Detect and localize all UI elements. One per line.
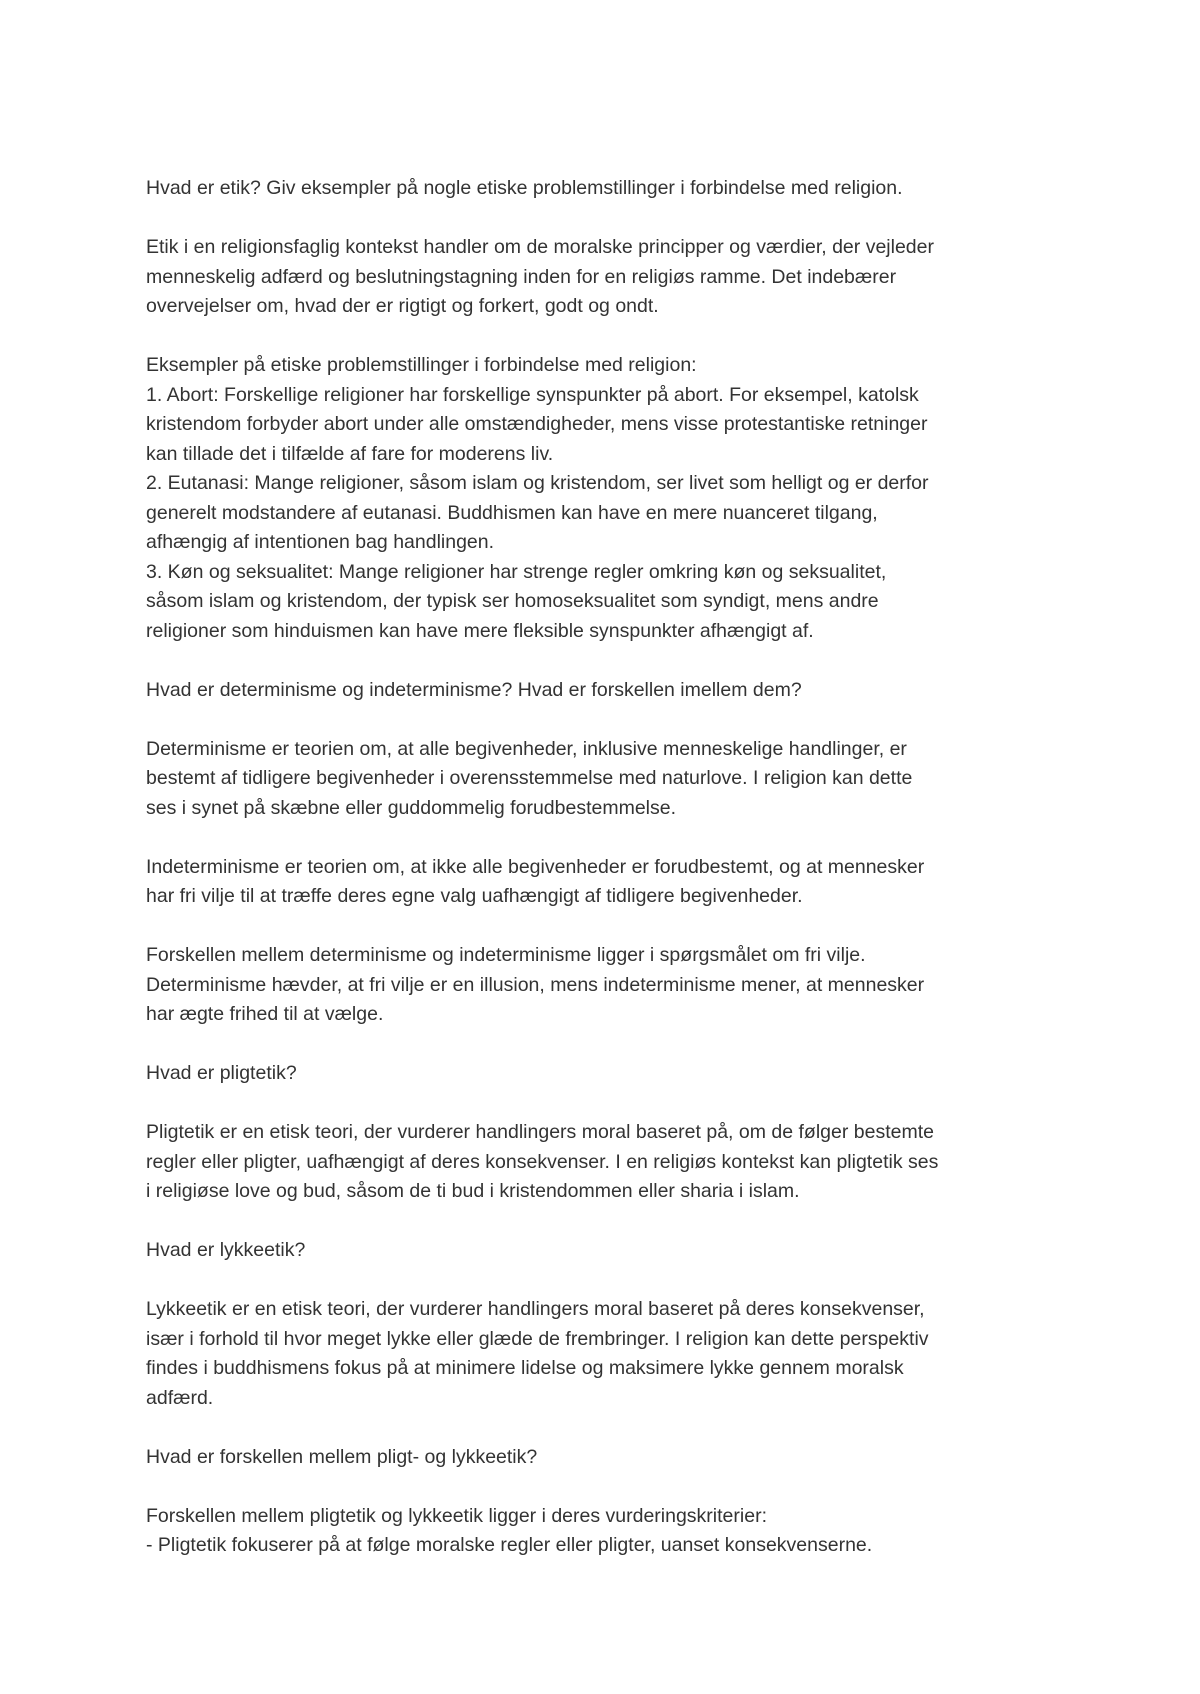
document-body [146, 174, 1156, 1590]
paragraph-line: Forskellen mellem pligtetik og lykkeetik ligger i deres vurderingskriterier: [146, 1504, 767, 1527]
question-line: Hvad er lykkeetik? [146, 1239, 306, 1261]
list-item-line: 3. Køn og seksualitet: Mange religioner har strenge regler omkring køn og seksualitet, [146, 560, 887, 583]
question-happiness-ethics [146, 1236, 1156, 1266]
paragraph-line: har fri vilje til at træffe deres egne valg uafhængigt af tidligere begivenheder. [146, 885, 803, 907]
question-line: Hvad er forskellen mellem pligt- og lykkeetik? [146, 1445, 538, 1468]
paragraph-duty-ethics [146, 1118, 1156, 1207]
question-what-is-ethics [146, 174, 1156, 204]
question-line: Hvad er determinisme og indeterminisme? Hvad er forskellen imellem dem? [146, 678, 802, 701]
paragraph-ethics-examples [146, 351, 1156, 646]
paragraph-line: Pligtetik er en etisk teori, der vurderer handlingers moral baseret på, om de følger bestemte [146, 1121, 934, 1143]
paragraph-indeterminism [146, 853, 1156, 912]
question-duty-ethics [146, 1059, 1156, 1089]
paragraph-determinism [146, 735, 1156, 824]
paragraph-line: Lykkeetik er en etisk teori, der vurderer handlingers moral baseret på deres konsekvenser, [146, 1298, 925, 1320]
paragraph-line: Etik i en religionsfaglig kontekst handler om de moralske principper og værdier, der vejleder [146, 236, 934, 258]
list-item-line: kan tillade det i tilfælde af fare for moderens liv. [146, 442, 554, 465]
paragraph-line: i religiøse love og bud, såsom de ti bud i kristendommen eller sharia i islam. [146, 1180, 800, 1202]
paragraph-line: Eksempler på etiske problemstillinger i forbindelse med religion: [146, 354, 697, 376]
paragraph-ethics-definition [146, 233, 1156, 322]
list-item-line: såsom islam og kristendom, der typisk ser homoseksualitet som syndigt, mens andre [146, 590, 879, 612]
paragraph-line: Forskellen mellem determinisme og indeterminisme ligger i spørgsmålet om fri vilje. [146, 944, 866, 966]
question-duty-vs-happiness [146, 1443, 1156, 1473]
question-line: Hvad er etik? Giv eksempler på nogle etiske problemstillinger i forbindelse med religion. [146, 177, 903, 199]
question-line: Hvad er pligtetik? [146, 1062, 297, 1084]
paragraph-happiness-ethics [146, 1295, 1156, 1413]
paragraph-line: Indeterminisme er teorien om, at ikke alle begivenheder er forudbestemt, og at mennesker [146, 855, 925, 878]
paragraph-line: overvejelser om, hvad der er rigtigt og forkert, godt og ondt. [146, 295, 659, 317]
list-item-line: kristendom forbyder abort under alle omstændigheder, mens visse protestantiske retninger [146, 413, 928, 435]
paragraph-determinism-difference [146, 941, 1156, 1030]
list-item-line: afhængig af intentionen bag handlingen. [146, 531, 495, 553]
list-item-line: 2. Eutanasi: Mange religioner, såsom islam og kristendom, ser livet som helligt og er derfor [146, 472, 929, 494]
paragraph-line: ses i synet på skæbne eller guddommelig forudbestemmelse. [146, 796, 677, 819]
paragraph-line: regler eller pligter, uafhængigt af deres konsekvenser. I en religiøs kontekst kan pligtetik ses [146, 1150, 939, 1173]
paragraph-line: adfærd. [146, 1386, 214, 1409]
list-item-line: religioner som hinduismen kan have mere fleksible synspunkter afhængigt af. [146, 619, 814, 642]
paragraph-line: Determinisme hævder, at fri vilje er en illusion, mens indeterminisme mener, at mennesker [146, 973, 925, 996]
question-determinism [146, 676, 1156, 706]
list-item-line: - Pligtetik fokuserer på at følge moralske regler eller pligter, uanset konsekvenserne. [146, 1534, 873, 1556]
paragraph-line: har ægte frihed til at vælge. [146, 1003, 384, 1025]
paragraph-line: bestemt af tidligere begivenheder i overensstemmelse med naturlove. I religion kan dette [146, 767, 913, 789]
list-item-line: 1. Abort: Forskellige religioner har forskellige synspunkter på abort. For eksempel, katolsk [146, 383, 919, 406]
paragraph-line: menneskelig adfærd og beslutningstagning inden for en religiøs ramme. Det indebærer [146, 265, 897, 288]
paragraph-line: findes i buddhismens fokus på at minimere lidelse og maksimere lykke gennem moralsk [146, 1357, 904, 1379]
paragraph-line: Determinisme er teorien om, at alle begivenheder, inklusive menneskelige handlinger, er [146, 737, 907, 760]
list-item-line: generelt modstandere af eutanasi. Buddhismen kan have en mere nuanceret tilgang, [146, 501, 878, 524]
paragraph-duty-vs-happiness [146, 1502, 1156, 1561]
paragraph-line: især i forhold til hvor meget lykke eller glæde de frembringer. I religion kan dette perspektiv [146, 1327, 929, 1350]
